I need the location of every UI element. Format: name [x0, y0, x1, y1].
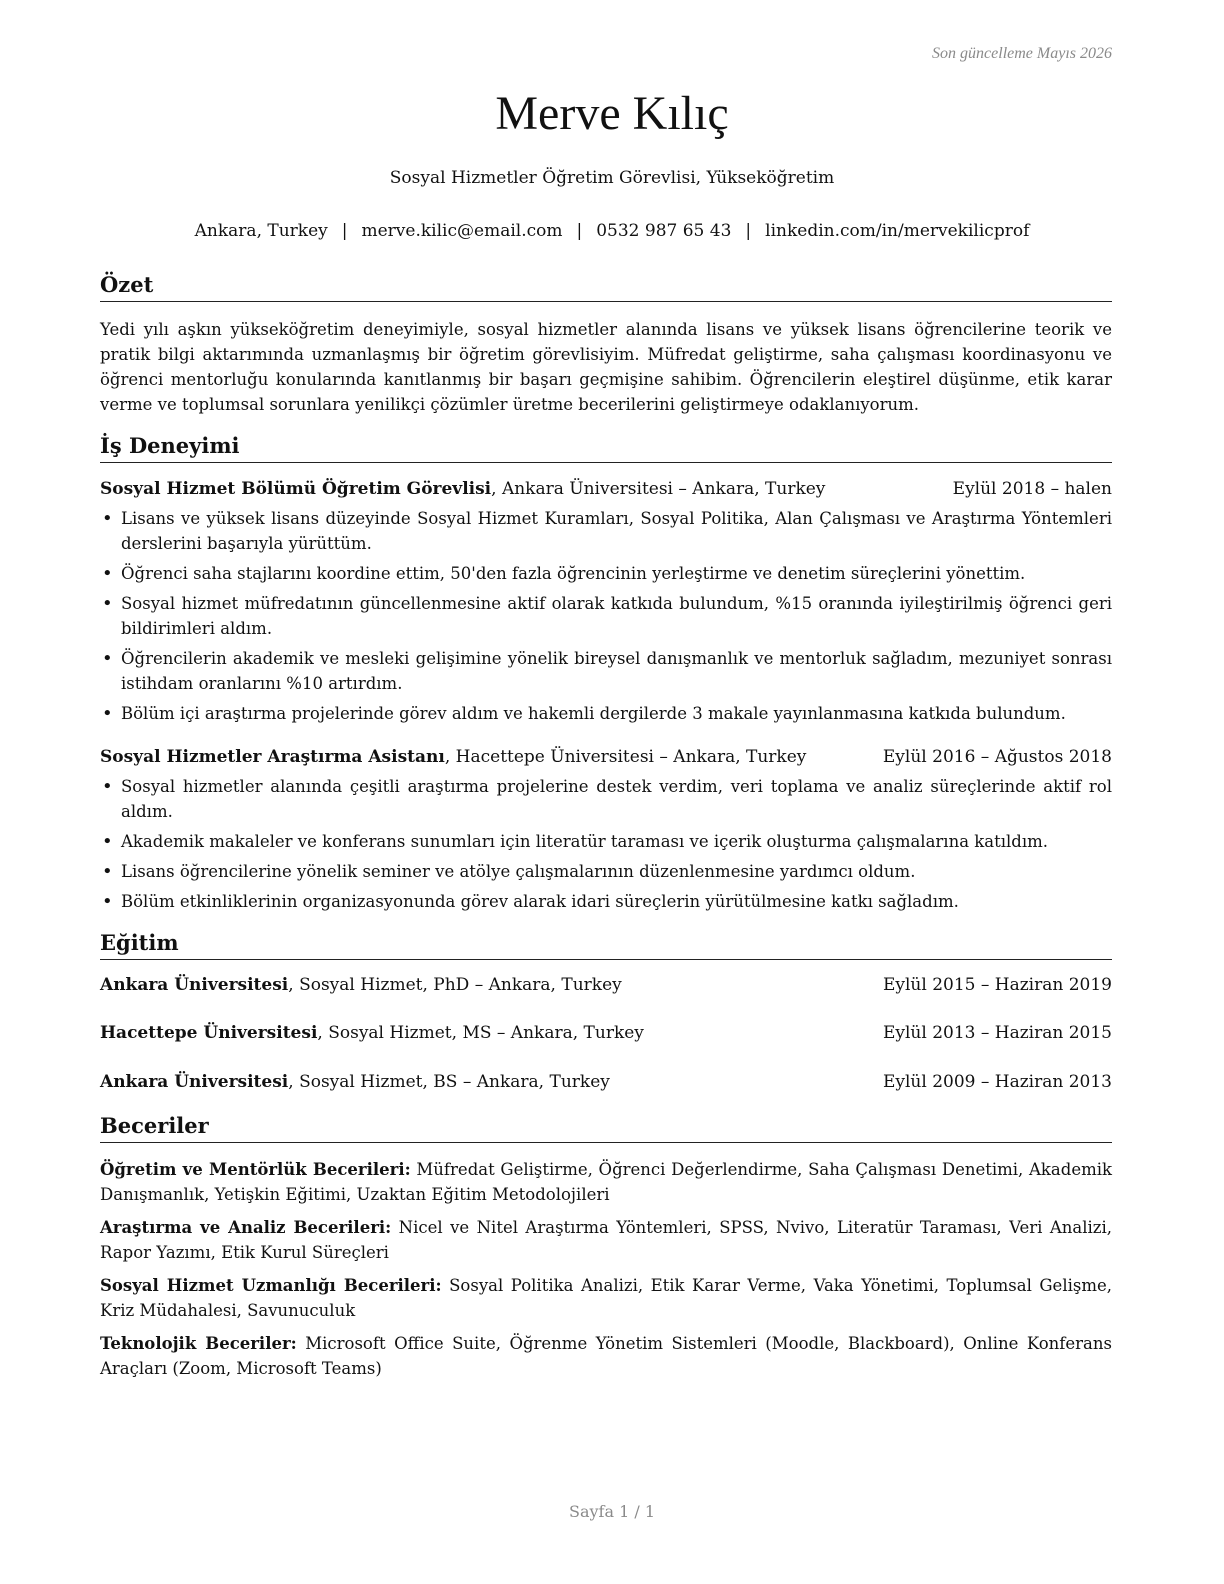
- list-item: • Sosyal hizmetler alanında çeşitli araştırma projelerine destek verdim, veri toplama ve analiz süreçlerinde aktif rol aldım.: [100, 774, 1112, 824]
- job-dates: Eylül 2016 – Ağustos 2018: [882, 747, 1112, 767]
- job-role: Sosyal Hizmet Bölümü Öğretim Görevlisi: [100, 479, 492, 499]
- skill-group: [100, 1157, 1112, 1207]
- contact-separator: |: [745, 221, 752, 241]
- section-title-summary: Özet: [100, 270, 1112, 302]
- job-org: , Hacettepe Üniversitesi – Ankara, Turkey: [444, 747, 807, 767]
- skills-list: [100, 1157, 1112, 1381]
- skill-group: [100, 1273, 1112, 1323]
- contact-location: Ankara, Turkey: [194, 221, 328, 241]
- contact-separator: |: [576, 221, 583, 241]
- page-number: Sayfa 1 / 1: [568, 1502, 655, 1521]
- list-item: • Bölüm içi araştırma projelerinde görev aldım ve hakemli dergilerde 3 makale yayınlanmasına katkıda bulundum.: [100, 701, 1112, 726]
- job-header: [100, 477, 1112, 502]
- job-dates: Eylül 2018 – halen: [952, 479, 1112, 499]
- summary-section: [100, 270, 1112, 417]
- skill-text: Sosyal Politika Analizi, Etik Karar Verme, Vaka Yönetimi, Toplumsal Gelişme, Kriz Müdahalesi, Savunuculuk: [100, 1276, 1112, 1320]
- education-detail: , Sosyal Hizmet, BS – Ankara, Turkey: [288, 1072, 610, 1092]
- education-dates: Eylül 2009 – Haziran 2013: [882, 1072, 1112, 1092]
- job-bullets: [100, 774, 1112, 914]
- skill-label: Araştırma ve Analiz Becerileri:: [100, 1218, 392, 1237]
- list-item: • Bölüm etkinliklerinin organizasyonunda görev alarak idari süreçlerin yürütülmesine katkı sağladım.: [100, 889, 1112, 914]
- section-title-skills: Beceriler: [100, 1111, 1112, 1143]
- education-dates: Eylül 2013 – Haziran 2015: [882, 1023, 1112, 1043]
- education-entry: [100, 973, 1112, 998]
- skill-text: Microsoft Office Suite, Öğrenme Yönetim Sistemleri (Moodle, Blackboard), Online Konferans Araçları (Zoom, Microsoft Teams): [100, 1334, 1112, 1378]
- skill-text: Nicel ve Nitel Araştırma Yöntemleri, SPSS, Nvivo, Literatür Taraması, Veri Analizi, Rapor Yazımı, Etik Kurul Süreçleri: [100, 1218, 1112, 1262]
- skill-label: Sosyal Hizmet Uzmanlığı Becerileri:: [100, 1276, 442, 1295]
- job-header: [100, 745, 1112, 770]
- job-bullets: [100, 506, 1112, 726]
- tagline: Sosyal Hizmetler Öğretim Görevlisi, Yükseköğretim: [389, 168, 835, 188]
- contact-linkedin[interactable]: linkedin.com/in/mervekilicprof: [765, 221, 1030, 241]
- contact-phone[interactable]: 0532 987 65 43: [596, 221, 732, 241]
- job-org: , Ankara Üniversitesi – Ankara, Turkey: [491, 479, 826, 499]
- summary-text: Yedi yılı aşkın yükseköğretim deneyimiyle, sosyal hizmetler alanında lisans ve yüksek lisans öğrencilerine teorik ve pratik bilgi aktarımında uzmanlaşmış bir öğretim görevlisiyim. Müfredat geliştirme, saha çalışması koordinasyonu ve öğrenci mentorluğu konularında kanıtlanmış bir başarı geçmişine sahibim. Öğrencilerin eleştirel düşünme, etik karar verme ve toplumsal sorunlara yenilikçi çözümler üretme becerilerini geliştirmeye odaklanıyorum.: [100, 320, 1112, 414]
- education-dates: Eylül 2015 – Haziran 2019: [882, 975, 1112, 995]
- section-title-experience: İş Deneyimi: [100, 431, 1112, 463]
- education-entry: [100, 1070, 1112, 1095]
- education-detail: , Sosyal Hizmet, PhD – Ankara, Turkey: [288, 975, 622, 995]
- education-section: [100, 928, 1112, 1095]
- contact-separator: |: [341, 221, 348, 241]
- contact-email[interactable]: merve.kilic@email.com: [361, 221, 563, 241]
- list-item: • Sosyal hizmet müfredatının güncellenmesine aktif olarak katkıda bulundum, %15 oranında iyileştirilmiş öğrenci geri bildirimleri aldım.: [100, 591, 1112, 641]
- education-school: Hacettepe Üniversitesi: [100, 1023, 318, 1043]
- list-item: • Öğrencilerin akademik ve mesleki gelişimine yönelik bireysel danışmanlık ve mentorluk sağladım, mezuniyet sonrası istihdam oranlarını %10 artırdım.: [100, 646, 1112, 696]
- education-detail: , Sosyal Hizmet, MS – Ankara, Turkey: [317, 1023, 644, 1043]
- skill-group: [100, 1215, 1112, 1265]
- skill-label: Öğretim ve Mentörlük Becerileri:: [100, 1160, 411, 1179]
- person-name: Merve Kılıç: [495, 87, 729, 140]
- job-entry: [100, 745, 1112, 914]
- list-item: • Öğrenci saha stajlarını koordine ettim, 50'den fazla öğrencinin yerleştirme ve denetim süreçlerini yönettim.: [100, 561, 1112, 586]
- list-item: • Akademik makaleler ve konferans sunumları için literatür taraması ve içerik oluşturma çalışmalarına katıldım.: [100, 829, 1112, 854]
- job-role: Sosyal Hizmetler Araştırma Asistanı: [100, 747, 445, 767]
- skill-label: Teknolojik Beceriler:: [100, 1334, 297, 1353]
- skill-group: [100, 1331, 1112, 1381]
- job-entry: [100, 477, 1112, 726]
- education-school: Ankara Üniversitesi: [100, 975, 289, 995]
- section-title-education: Eğitim: [100, 928, 1112, 960]
- contact-line: [0, 221, 1224, 241]
- education-entry: [100, 1021, 1112, 1046]
- list-item: • Lisans öğrencilerine yönelik seminer ve atölye çalışmalarının düzenlenmesine yardımcı oldum.: [100, 859, 1112, 884]
- skills-section: [100, 1111, 1112, 1381]
- list-item: • Lisans ve yüksek lisans düzeyinde Sosyal Hizmet Kuramları, Sosyal Politika, Alan Çalışması ve Araştırma Yöntemleri derslerini başarıyla yürüttüm.: [100, 506, 1112, 556]
- experience-section: [100, 431, 1112, 914]
- last-updated: Son güncelleme Mayıs 2026: [932, 45, 1112, 62]
- skill-text: Müfredat Geliştirme, Öğrenci Değerlendirme, Saha Çalışması Denetimi, Akademik Danışmanlık, Yetişkin Eğitimi, Uzaktan Eğitim Metodolojileri: [100, 1160, 1113, 1204]
- education-school: Ankara Üniversitesi: [100, 1072, 289, 1092]
- resume-content: [100, 270, 1112, 1389]
